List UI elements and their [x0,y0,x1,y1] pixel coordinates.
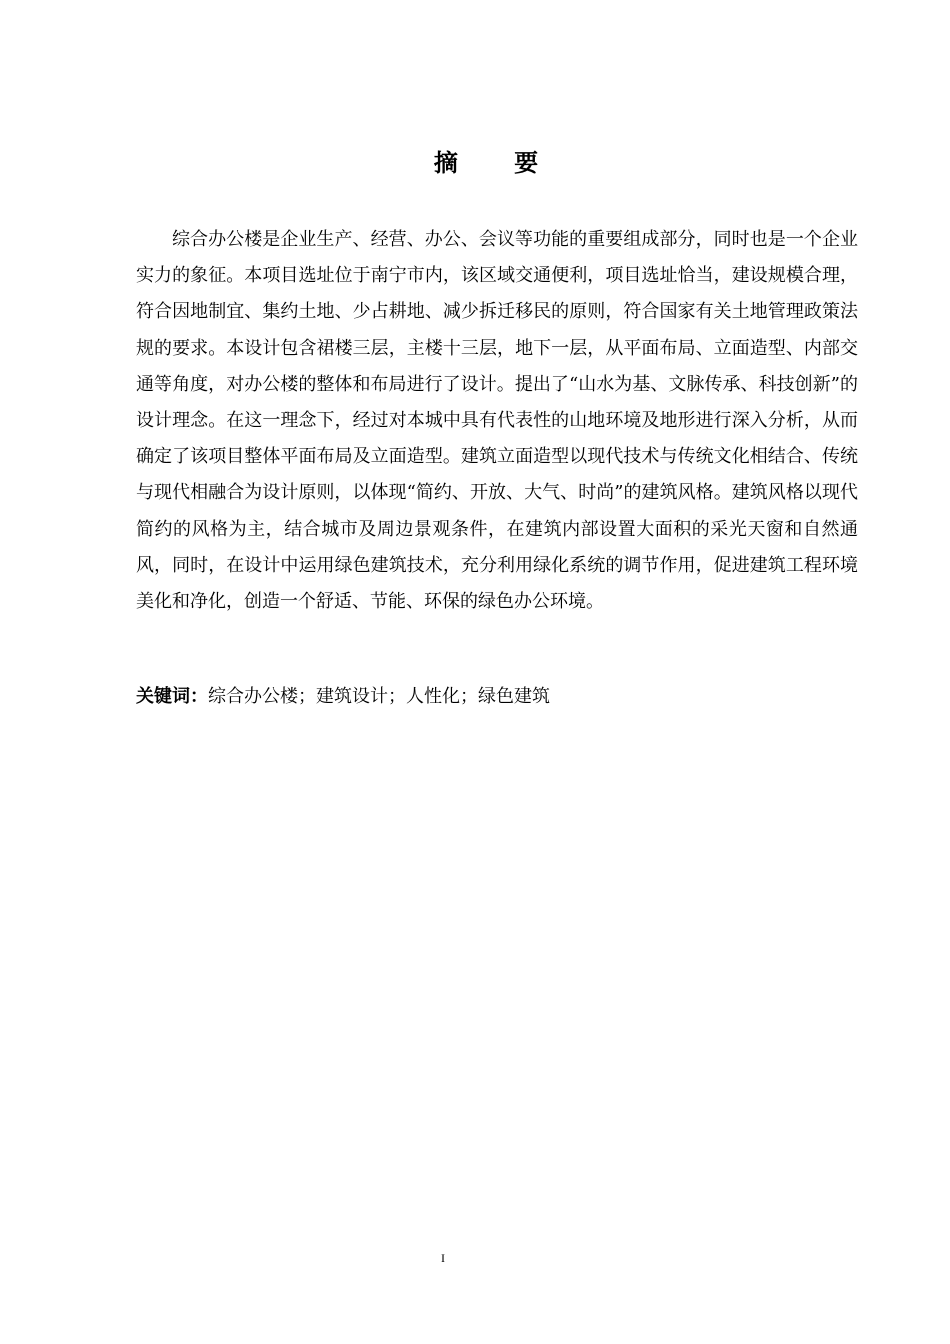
abstract-title: 摘 要 [433,148,563,177]
keywords-label: 关键词： [136,686,208,707]
page-number: I [441,1251,445,1265]
keywords-text: 综合办公楼；建筑设计；人性化；绿色建筑 [208,686,550,707]
abstract-paragraph: 综合办公楼是企业生产、经营、办公、会议等功能的重要组成部分，同时也是一个企业实力的象征。本项目选址位于南宁市内，该区域交通便利，项目选址恰当，建设规模合理，符合因地制宜、集约土地、少占耕地、减少拆迁移民的原则，符合国家有关土地管理政策法规的要求。本设计包含裙楼三层，主楼十三层，地下一层，从平面布局、立面造型、内部交通等角度，对办公楼的整体和布局进行了设计。提出了“山水为基、文脉传承、科技创新”的设计理念。在这一理念下，经过对本城中具有代表性的山地环境及地形进行深入分析，从而确定了该项目整体平面布局及立面造型。建筑立面造型以现代技术与传统文化相结合、传统与现代相融合为设计原则，以体现“简约、开放、大气、时尚”的建筑风格。建筑风格以现代简约的风格为主，结合城市及周边景观条件，在建筑内部设置大面积的采光天窗和自然通风，同时，在设计中运用绿色建筑技术，充分利用绿化系统的调节作用，促进建筑工程环境美化和净化，创造一个舒适、节能、环保的绿色办公环境。 [136,229,858,613]
keywords-line [136,679,858,715]
